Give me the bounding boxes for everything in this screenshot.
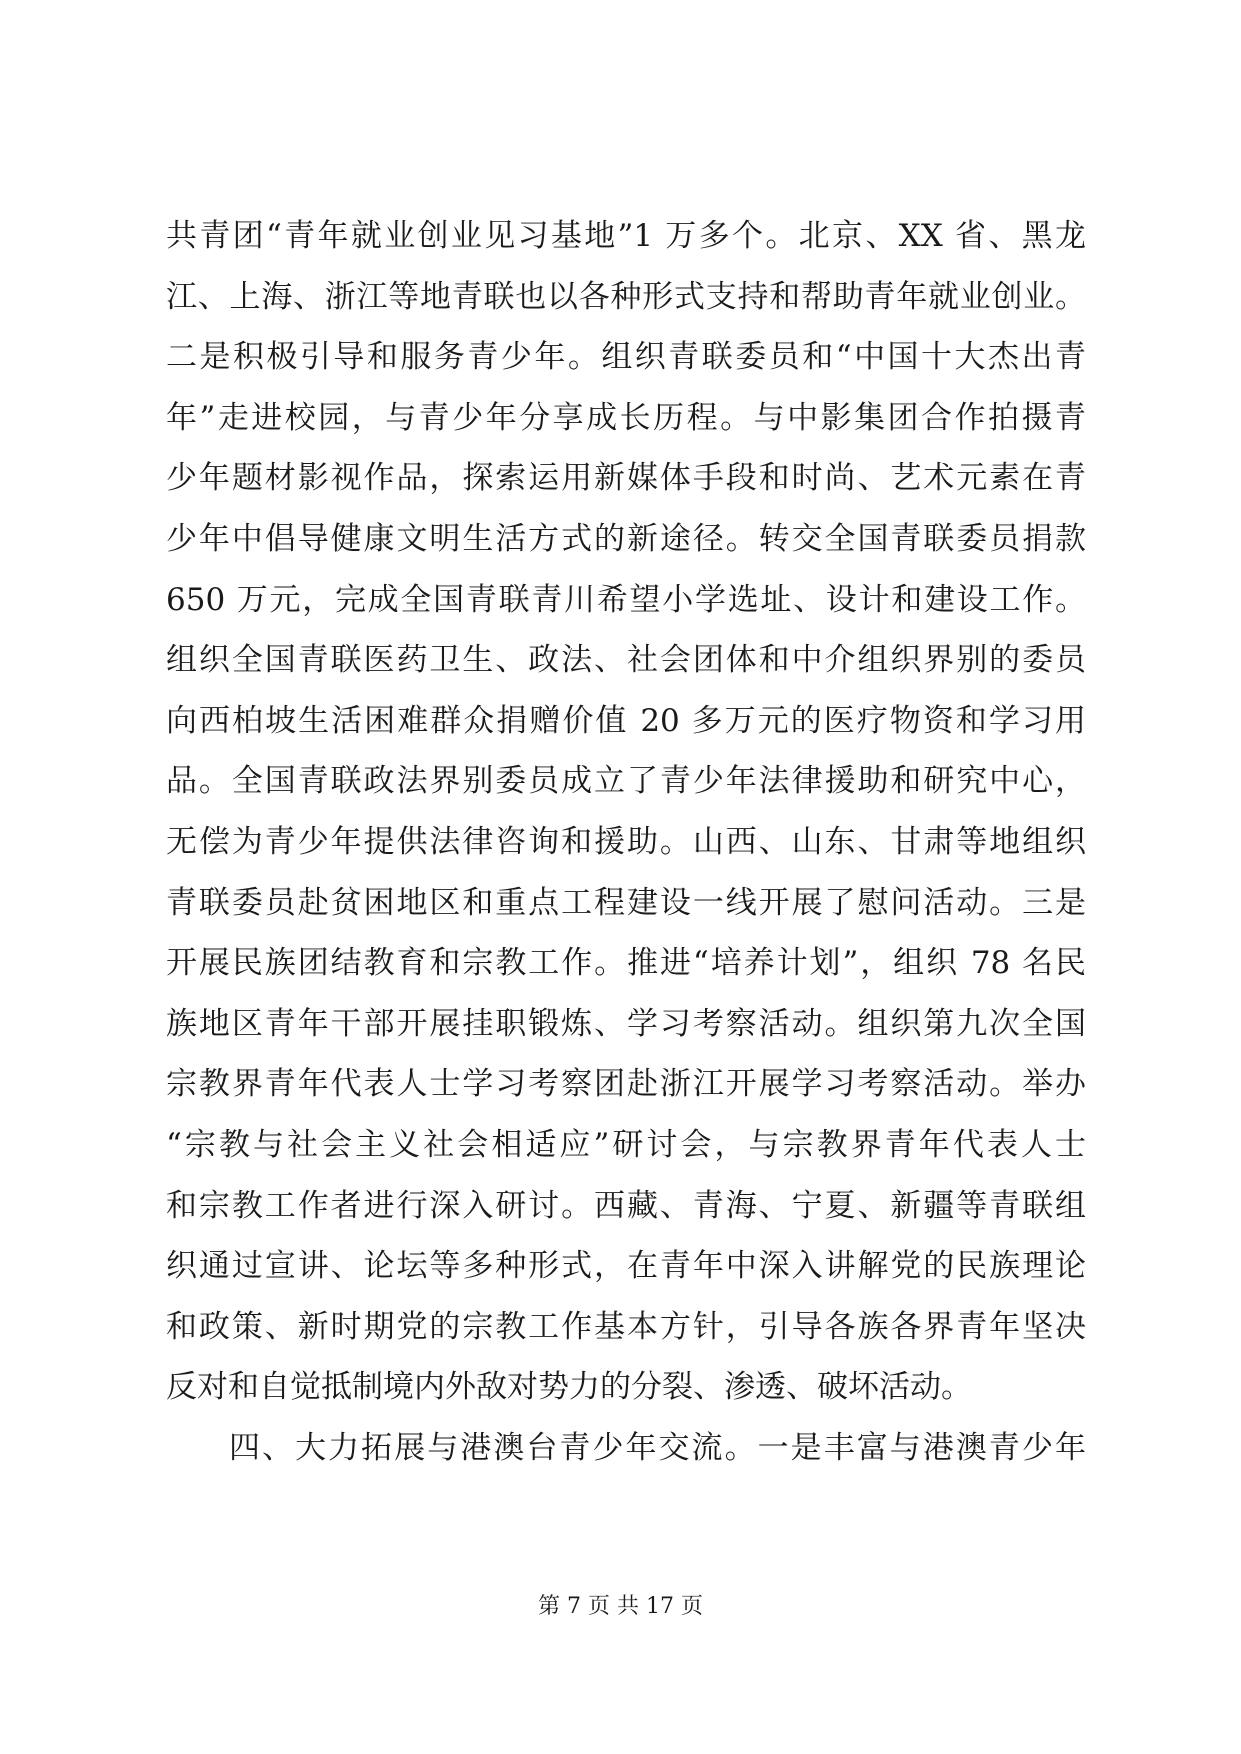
text-line: 少年题材影视作品，探索运用新媒体手段和时尚、艺术元素在青 (166, 460, 1086, 497)
text-line: 族地区青年干部开展挂职锻炼、学习考察活动。组织第九次全国 (166, 1005, 1086, 1042)
text-line: 少年中倡导健康文明生活方式的新途径。转交全国青联委员捐款 (166, 520, 1086, 557)
text-line: 组织全国青联医药卫生、政法、社会团体和中介组织界别的委员 (166, 642, 1086, 679)
text-line: 向西柏坡生活困难群众捐赠价值 20 多万元的医疗物资和学习用 (166, 702, 1086, 739)
paragraph-start-line: 四、大力拓展与港澳台青少年交流。一是丰富与港澳青少年 (229, 1429, 1086, 1466)
text-line: 织通过宣讲、论坛等多种形式，在青年中深入讲解党的民族理论 (166, 1248, 1086, 1285)
text-line: 和政策、新时期党的宗教工作基本方针，引导各族各界青年坚决 (166, 1308, 1086, 1345)
text-line: 江、上海、浙江等地青联也以各种形式支持和帮助青年就业创业。 (166, 278, 1086, 315)
text-line: 品。全国青联政法界别委员成立了青少年法律援助和研究中心， (166, 763, 1086, 800)
text-line: 共青团“青年就业创业见习基地”1 万多个。北京、XX 省、黑龙 (166, 218, 1086, 254)
text-line: 650 万元，完成全国青联青川希望小学选址、设计和建设工作。 (166, 581, 1086, 618)
text-line: 宗教界青年代表人士学习考察团赴浙江开展学习考察活动。举办 (166, 1066, 1086, 1103)
text-line: 二是积极引导和服务青少年。组织青联委员和“中国十大杰出青 (166, 339, 1086, 376)
text-line: “宗教与社会主义社会相适应”研讨会，与宗教界青年代表人士 (166, 1126, 1086, 1163)
document-body (166, 206, 1086, 1478)
page-footer: 第 7 页 共 17 页 (538, 1594, 703, 1619)
text-line: 开展民族团结教育和宗教工作。推进“培养计划”，组织 78 名民 (166, 945, 1086, 982)
text-line: 反对和自觉抵制境内外敌对势力的分裂、渗透、破坏活动。 (166, 1369, 972, 1406)
text-line: 和宗教工作者进行深入研讨。西藏、青海、宁夏、新疆等青联组 (166, 1187, 1086, 1224)
text-line: 青联委员赴贫困地区和重点工程建设一线开展了慰问活动。三是 (166, 884, 1086, 921)
text-line: 无偿为青少年提供法律咨询和援助。山西、山东、甘肃等地组织 (166, 823, 1086, 860)
text-line: 年”走进校园，与青少年分享成长历程。与中影集团合作拍摄青 (166, 399, 1086, 436)
